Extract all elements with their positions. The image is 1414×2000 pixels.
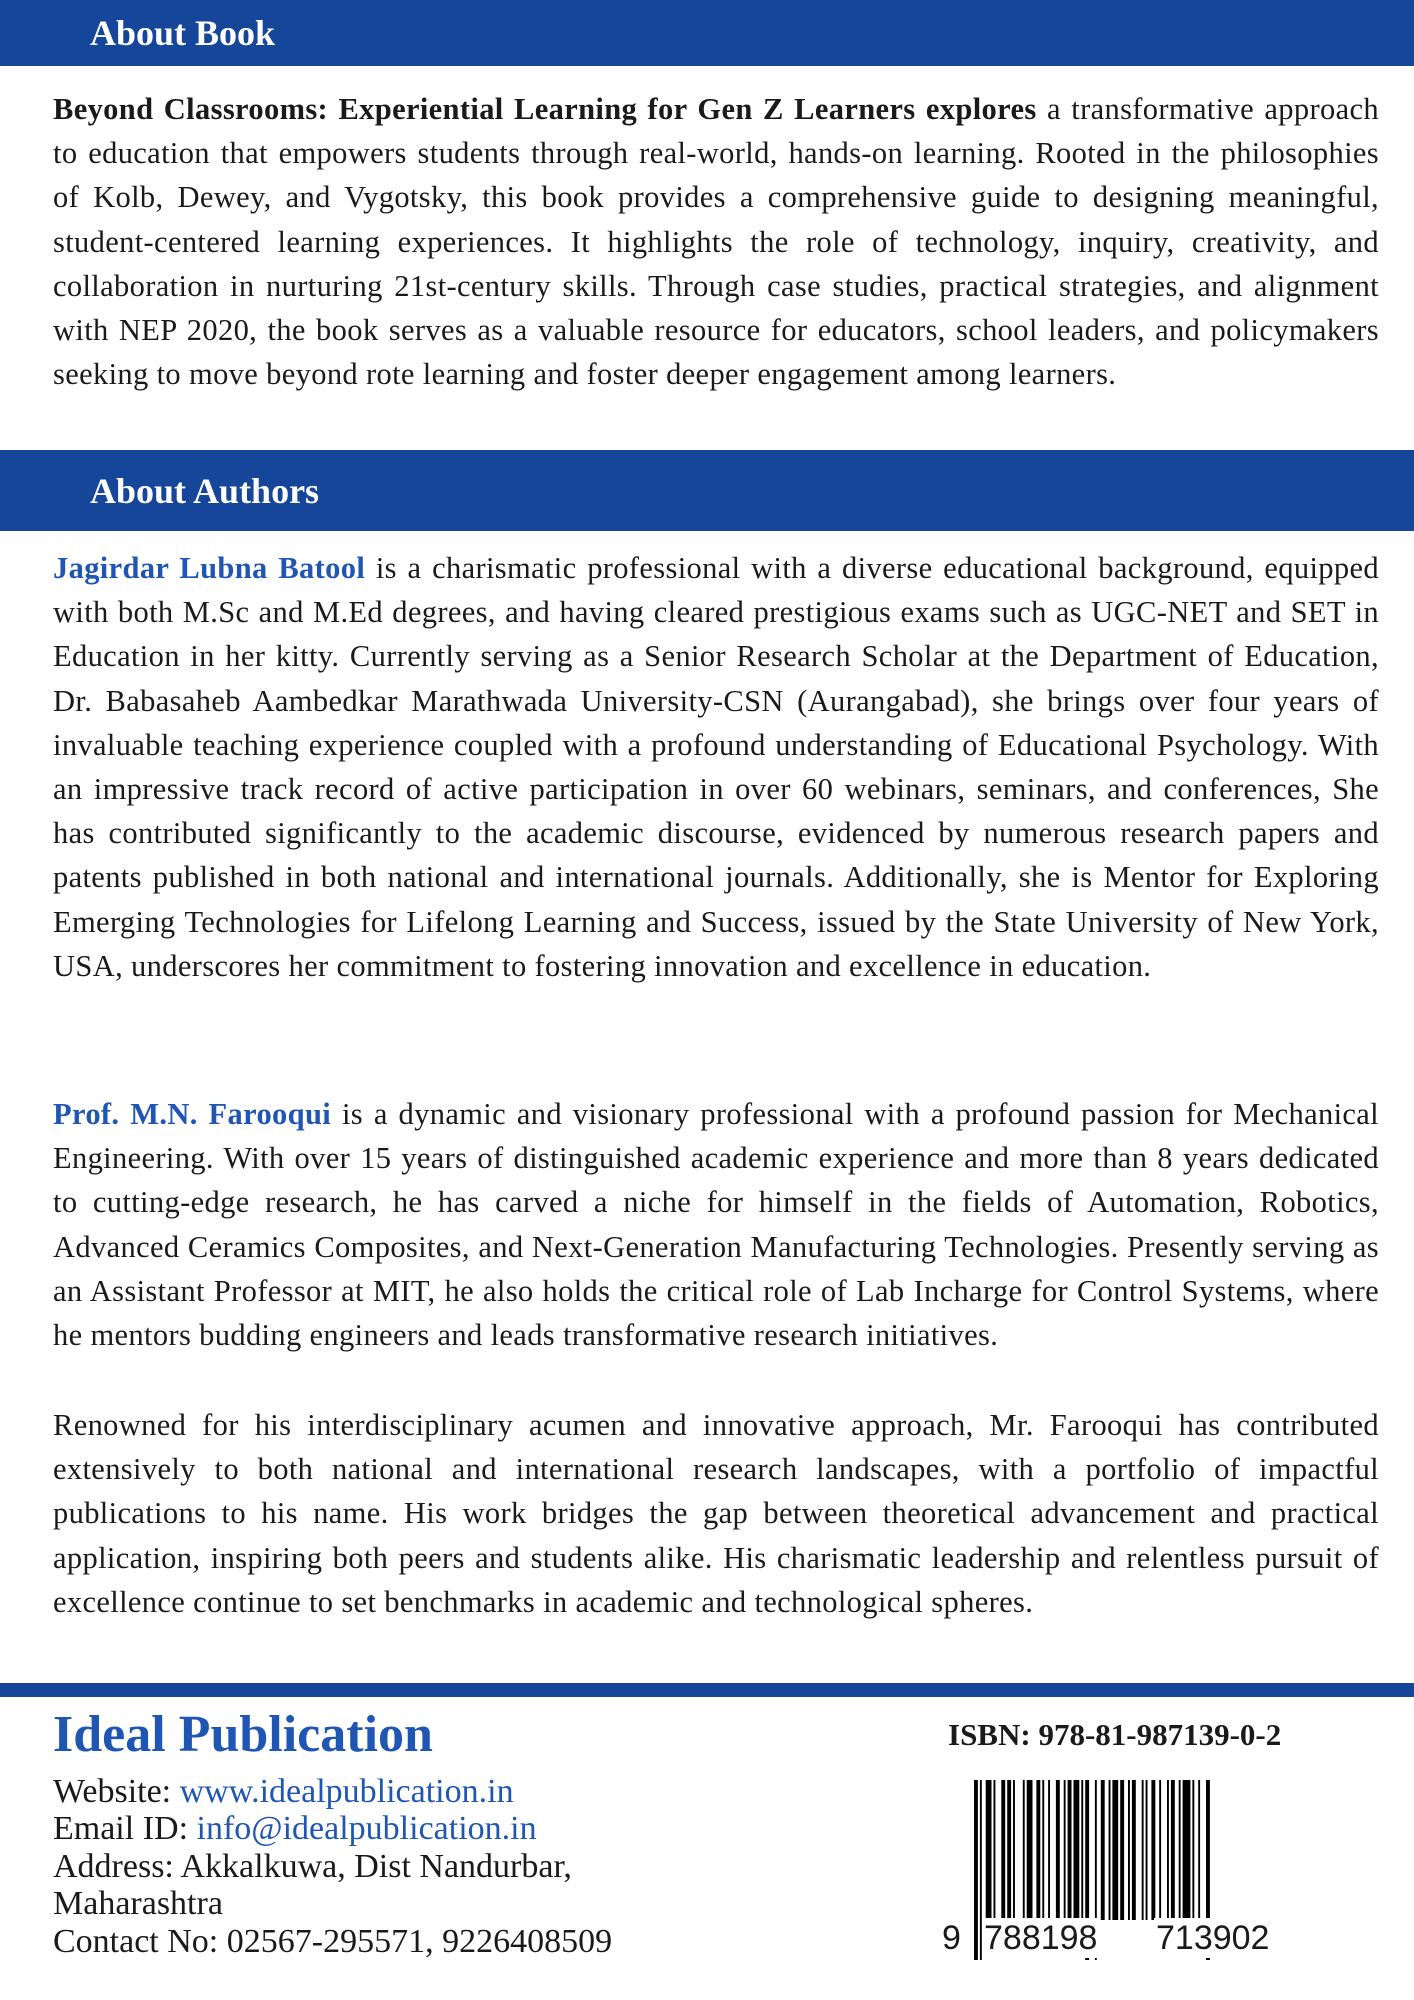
barcode-bar [1081, 1780, 1083, 1920]
barcode-bar [1068, 1780, 1072, 1920]
about-authors-header [0, 450, 1414, 531]
email-label: Email ID: [53, 1810, 197, 1847]
barcode-bar [1036, 1780, 1040, 1920]
barcode-bar [1056, 1780, 1060, 1920]
website-label: Website: [53, 1773, 180, 1810]
barcode-bar [994, 1780, 996, 1920]
barcode-bar [1101, 1780, 1105, 1920]
barcode-bar [1027, 1780, 1033, 1920]
barcode-bar [1109, 1780, 1111, 1920]
isbn-label: ISBN: 978-81-987139-0-2 [948, 1717, 1282, 1752]
barcode-digit-group-right: 713902 [1156, 1919, 1270, 1957]
author1-bio: is a charismatic professional with a diverse educational background, equipped with both M.Sc and M.Ed degrees, and having cleared prestigious exams such as UGC-NET and SET in Education in her kitty. Currently serving as a Senior Research Scholar at the Department of Education, Dr. Babasaheb Aambedkar Marathwada University-CSN (Aurangabad), she brings over four years of invaluable teaching experience coupled with a profound understanding of Educational Psychology. With an impressive track record of active participation in over 60 webinars, seminars, and conferences, She has contributed significantly to the academic discourse, evidenced by numerous research papers and patents published in both national and international journals. Additionally, she is Mentor for Exploring Emerging Technologies for Lifelong Learning and Success, issued by the State University of New York, USA, underscores her commitment to fostering innovation and excellence in education. [53, 551, 1379, 983]
barcode-bar [1112, 1780, 1118, 1920]
footer-divider [0, 1683, 1414, 1697]
email-link[interactable]: info@idealpublication.in [196, 1810, 537, 1847]
publisher-contact: Contact No: 02567-295571, 9226408509 [53, 1923, 613, 1960]
barcode-bar [1120, 1780, 1124, 1920]
author2-paragraph-2 [53, 1403, 1379, 1624]
barcode-bar [1151, 1780, 1155, 1920]
barcode-bar [1064, 1780, 1066, 1920]
website-link[interactable]: www.idealpublication.in [179, 1773, 514, 1810]
publisher-email [53, 1811, 537, 1847]
barcode-bar [1171, 1780, 1175, 1920]
barcode-digit-group-left: 788198 [984, 1919, 1098, 1957]
about-book-header [0, 0, 1414, 66]
barcode-bar [986, 1780, 992, 1920]
barcode-bar [1042, 1780, 1044, 1920]
barcode-digit-first: 9 [942, 1919, 961, 1957]
author1-paragraph [53, 546, 1379, 988]
author2-bio-continued: Renowned for his interdisciplinary acumen and innovative approach, Mr. Farooqui has contributed extensively to both national and international research landscapes, with a portfolio of impactful publications to his name. His work bridges the gap between theoretical advancement and practical application, inspiring both peers and students alike. His charismatic leadership and relentless pursuit of excellence continue to set benchmarks in academic and technological spheres. [53, 1408, 1379, 1619]
book-title-lead: Beyond Classrooms: Experiential Learning for Gen Z Learners explores [53, 92, 1037, 126]
barcode-bar [1146, 1780, 1148, 1920]
barcode-bar [1142, 1780, 1144, 1920]
barcode-bar [1074, 1780, 1080, 1920]
barcode-bar [1167, 1780, 1169, 1920]
barcode-bar [1192, 1780, 1194, 1920]
barcode-bar [1048, 1780, 1050, 1920]
author2-paragraph [53, 1092, 1379, 1357]
about-book-paragraph [53, 87, 1379, 396]
barcode-bar [1132, 1780, 1136, 1920]
about-book-heading: About Book [90, 13, 276, 53]
barcode-bar [1001, 1780, 1005, 1920]
author1-name: Jagirdar Lubna Batool [53, 551, 366, 585]
about-authors-heading: About Authors [90, 470, 320, 511]
barcode-bar [1128, 1780, 1130, 1920]
barcode-bar [1013, 1780, 1015, 1920]
author2-bio: is a dynamic and visionary professional with a profound passion for Mechanical Engineering. With over 15 years of distinguished academic experience and more than 8 years dedicated to cutting-edge research, he has carved a niche for himself in the fields of Automation, Robotics, Advanced Ceramics Composites, and Next-Generation Manufacturing Technologies. Presently serving as an Assistant Professor at MIT, he also holds the critical role of Lab Incharge for Control Systems, where he mentors budding engineers and leads transformative research initiatives. [53, 1097, 1379, 1353]
barcode-bar [1023, 1780, 1025, 1920]
author2-name: Prof. M.N. Farooqui [53, 1097, 332, 1131]
barcode-bar [1007, 1780, 1011, 1920]
barcode-bar [1159, 1780, 1161, 1920]
about-book-text: a transformative approach to education that empowers students through real-world, hands-on learning. Rooted in the philosophies of Kolb, Dewey, and Vygotsky, this book provides a comprehensive guide to designing meaningful, student-centered learning experiences. It highlights the role of technology, inquiry, creativity, and collaboration in nurturing 21st-century skills. Through case studies, practical strategies, and alignment with NEP 2020, the book serves as a valuable resource for educators, school leaders, and policymakers seeking to move beyond rote learning and foster deeper engagement among learners. [53, 92, 1379, 392]
barcode-bar [1179, 1780, 1181, 1920]
publisher-address-line2: Maharashtra [53, 1885, 223, 1922]
barcode-bar [1183, 1780, 1191, 1920]
barcode-digits [940, 1918, 1330, 1958]
publisher-name: Ideal Publication [53, 1706, 433, 1763]
publisher-address-line1: Address: Akkalkuwa, Dist Nandurbar, [53, 1848, 572, 1885]
publisher-website [53, 1774, 514, 1810]
barcode-bar [1198, 1780, 1200, 1920]
